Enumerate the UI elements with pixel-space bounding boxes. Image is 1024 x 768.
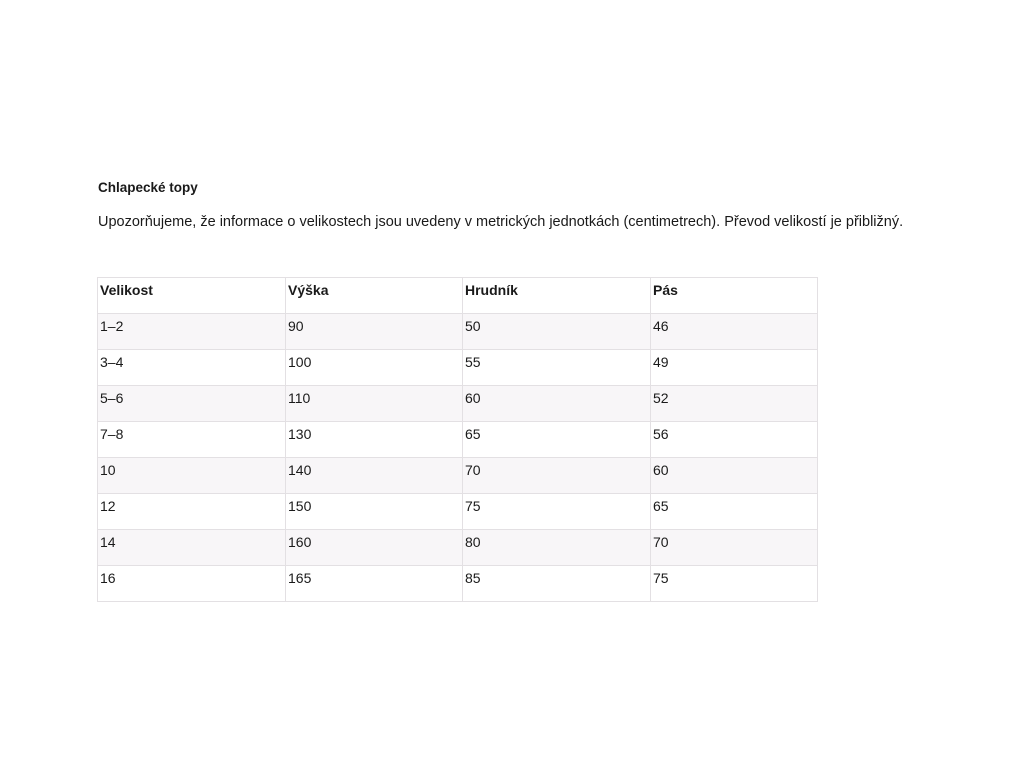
cell-velikost: 5–6 (98, 386, 286, 422)
cell-velikost: 12 (98, 494, 286, 530)
header-vyska: Výška (286, 278, 463, 314)
cell-vyska: 160 (286, 530, 463, 566)
cell-hrudnik: 55 (463, 350, 651, 386)
cell-vyska: 110 (286, 386, 463, 422)
cell-vyska: 140 (286, 458, 463, 494)
table-row (98, 350, 818, 386)
cell-velikost: 3–4 (98, 350, 286, 386)
table-row (98, 458, 818, 494)
table-header-row (98, 278, 818, 314)
cell-hrudnik: 65 (463, 422, 651, 458)
cell-hrudnik: 70 (463, 458, 651, 494)
cell-pas: 70 (651, 530, 818, 566)
cell-pas: 49 (651, 350, 818, 386)
cell-hrudnik: 80 (463, 530, 651, 566)
cell-velikost: 16 (98, 566, 286, 602)
cell-velikost: 7–8 (98, 422, 286, 458)
cell-velikost: 14 (98, 530, 286, 566)
table-row (98, 386, 818, 422)
cell-hrudnik: 50 (463, 314, 651, 350)
size-table (97, 277, 818, 602)
cell-velikost: 1–2 (98, 314, 286, 350)
table-row (98, 530, 818, 566)
cell-velikost: 10 (98, 458, 286, 494)
section-title: Chlapecké topy (98, 180, 198, 195)
cell-vyska: 165 (286, 566, 463, 602)
header-pas: Pás (651, 278, 818, 314)
cell-pas: 75 (651, 566, 818, 602)
cell-pas: 52 (651, 386, 818, 422)
size-note: Upozorňujeme, že informace o velikostech jsou uvedeny v metrických jednotkách (centimetrech). Převod velikostí je přibližný. (98, 214, 904, 230)
cell-pas: 65 (651, 494, 818, 530)
cell-pas: 60 (651, 458, 818, 494)
header-hrudnik: Hrudník (463, 278, 651, 314)
size-guide (98, 179, 998, 586)
cell-vyska: 130 (286, 422, 463, 458)
cell-vyska: 150 (286, 494, 463, 530)
table-row (98, 422, 818, 458)
cell-vyska: 100 (286, 350, 463, 386)
cell-pas: 46 (651, 314, 818, 350)
table-row (98, 314, 818, 350)
cell-hrudnik: 60 (463, 386, 651, 422)
cell-hrudnik: 85 (463, 566, 651, 602)
cell-hrudnik: 75 (463, 494, 651, 530)
header-velikost: Velikost (98, 278, 286, 314)
cell-vyska: 90 (286, 314, 463, 350)
cell-pas: 56 (651, 422, 818, 458)
table-row (98, 494, 818, 530)
table-row (98, 566, 818, 602)
